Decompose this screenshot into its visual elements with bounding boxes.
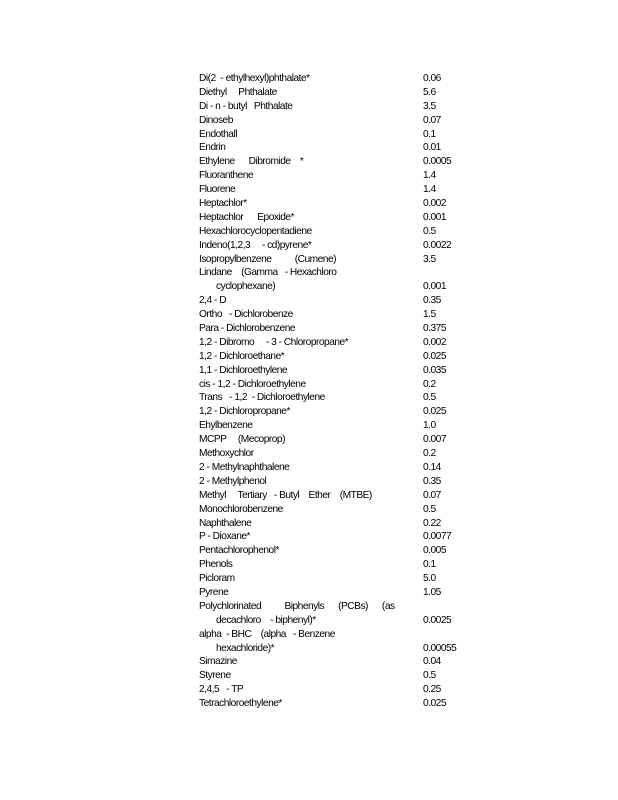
- table-row: [199, 447, 499, 461]
- contaminant-name: Polychlorinated Biphenyls (PCBs) (as: [199, 600, 395, 612]
- contaminant-name: Phenols: [199, 559, 233, 571]
- contaminant-name: Fluorene: [199, 184, 236, 196]
- contaminant-name: Ethylene Dibromide *: [199, 156, 304, 168]
- contaminant-value: 0.25: [423, 684, 441, 696]
- contaminant-value: 1.0: [423, 420, 436, 432]
- contaminant-name: Para - Dichlorobenzene: [199, 323, 296, 335]
- contaminant-name: cis - 1,2 - Dichloroethylene: [199, 378, 306, 390]
- table-row: [199, 280, 499, 294]
- table-row: [199, 433, 499, 447]
- table-row: [199, 391, 499, 405]
- contaminant-value: 0.2: [423, 448, 436, 460]
- contaminant-name: Dinoseb: [199, 114, 233, 126]
- contaminant-value: 0.14: [423, 461, 441, 473]
- contaminant-name: Pentachlorophenol*: [199, 545, 279, 557]
- contaminant-name: Hexachlorocyclopentadiene: [199, 225, 312, 237]
- contaminant-value: 1.4: [423, 170, 436, 182]
- contaminant-name: 1,2 - Dichloroethane*: [199, 350, 285, 362]
- contaminant-value: 0.002: [423, 336, 446, 348]
- table-row: [199, 503, 499, 517]
- table-row: [199, 253, 499, 267]
- table-row: [199, 197, 499, 211]
- contaminant-value: 0.06: [423, 73, 441, 84]
- contaminant-value: 0.001: [423, 281, 446, 293]
- contaminant-value: 1.4: [423, 184, 436, 196]
- contaminant-value: 0.025: [423, 406, 446, 418]
- contaminant-value: 0.001: [423, 211, 446, 223]
- contaminant-name: cyclophexane): [216, 281, 276, 293]
- table-row: [199, 642, 499, 656]
- table-row: [199, 572, 499, 586]
- contaminant-name: Monochlorobenzene: [199, 503, 283, 515]
- contaminant-name: MCPP (Mecoprop): [199, 434, 285, 446]
- table-row: [199, 405, 499, 419]
- contaminant-name: Methoxychlor: [199, 448, 254, 460]
- contaminant-value: 0.07: [423, 114, 441, 126]
- table-row: [199, 655, 499, 669]
- contaminant-value: 0.5: [423, 225, 436, 237]
- contaminant-value: 0.04: [423, 656, 441, 668]
- table-row: [199, 364, 499, 378]
- contaminant-value: 5.0: [423, 573, 436, 585]
- table-row: [199, 558, 499, 572]
- contaminant-value: 0.007: [423, 434, 446, 446]
- table-row: [199, 419, 499, 433]
- table-row: [199, 266, 499, 280]
- contaminant-name: Indeno(1,2,3 - cd)pyrene*: [199, 239, 312, 251]
- table-row: [199, 614, 499, 628]
- contaminant-value: 0.1: [423, 559, 436, 571]
- contaminant-name: Simazine: [199, 656, 237, 668]
- contaminant-value: 0.035: [423, 364, 446, 376]
- contaminant-value: 5.6: [423, 86, 436, 98]
- table-row: [199, 586, 499, 600]
- contaminant-value: 0.07: [423, 489, 441, 501]
- contaminant-name: hexachloride)*: [216, 642, 275, 654]
- contaminant-value: 0.22: [423, 517, 441, 529]
- contaminant-name: Tetrachloroethylene*: [199, 698, 282, 710]
- table-row: [199, 294, 499, 308]
- contaminant-value: 0.375: [423, 323, 446, 335]
- contaminant-name: 2 - Methylphenol: [199, 475, 267, 487]
- contaminant-value: 0.025: [423, 350, 446, 362]
- table-row: [199, 155, 499, 169]
- contaminant-value: 3.5: [423, 253, 436, 265]
- table-row: [199, 225, 499, 239]
- contaminant-value: 0.0005: [423, 156, 452, 168]
- table-row: [199, 86, 499, 100]
- contaminant-name: Heptachlor Epoxide*: [199, 211, 295, 223]
- contaminant-name: Di - n - butyl Phthalate: [199, 100, 293, 112]
- contaminant-name: 2,4 - D: [199, 295, 227, 307]
- contaminant-name: Heptachlor*: [199, 198, 247, 210]
- table-row: [199, 628, 499, 642]
- table-row: [199, 489, 499, 503]
- contaminant-value: 0.005: [423, 545, 446, 557]
- contaminant-name: Endothall: [199, 128, 237, 140]
- contaminant-name: Lindane (Gamma - Hexachloro: [199, 267, 337, 279]
- table-row: [199, 378, 499, 392]
- contaminant-name: Endrin: [199, 142, 226, 154]
- contaminant-name: Styrene: [199, 670, 231, 682]
- table-row: [199, 544, 499, 558]
- contaminant-name: Pyrene: [199, 586, 229, 598]
- table-row: [199, 475, 499, 489]
- table-row: [199, 128, 499, 142]
- table-row: [199, 114, 499, 128]
- table-row: [199, 239, 499, 253]
- table-row: [199, 183, 499, 197]
- contaminant-name: Fluoranthene: [199, 170, 254, 182]
- contaminant-value: 1.5: [423, 309, 436, 321]
- contaminant-name: decachloro - biphenyl)*: [216, 614, 316, 626]
- table-row: [199, 141, 499, 155]
- contaminant-value: 0.025: [423, 698, 446, 710]
- contaminant-value: 0.35: [423, 295, 441, 307]
- contaminant-name: alpha - BHC (alpha - Benzene: [199, 628, 335, 640]
- table-row: [199, 461, 499, 475]
- contaminant-name: 1,2 - Dichloropropane*: [199, 406, 290, 418]
- table-row: [199, 322, 499, 336]
- table-row: [199, 669, 499, 683]
- contaminant-name: Picloram: [199, 573, 235, 585]
- contaminant-name: 2,4,5 - TP: [199, 684, 244, 696]
- table-row: [199, 530, 499, 544]
- contaminant-table: [199, 72, 499, 711]
- table-row: [199, 600, 499, 614]
- table-row: [199, 72, 499, 86]
- contaminant-name: P - Dioxane*: [199, 531, 251, 543]
- contaminant-value: 0.1: [423, 128, 436, 140]
- contaminant-name: Trans - 1,2 - Dichloroethylene: [199, 392, 325, 404]
- contaminant-name: Isopropylbenzene (Cumene): [199, 253, 337, 265]
- contaminant-name: 1,2 - Dibromo - 3 - Chloropropane*: [199, 336, 349, 348]
- contaminant-value: 0.5: [423, 670, 436, 682]
- contaminant-name: Methyl Tertiary - Butyl Ether (MTBE): [199, 489, 372, 501]
- table-row: [199, 683, 499, 697]
- contaminant-name: Naphthalene: [199, 517, 252, 529]
- contaminant-name: Diethyl Phthalate: [199, 86, 277, 98]
- contaminant-value: 0.00055: [423, 642, 457, 654]
- contaminant-value: 0.5: [423, 503, 436, 515]
- contaminant-name: Di(2 - ethylhexyl)phthalate*: [199, 73, 310, 84]
- table-row: [199, 517, 499, 531]
- table-row: [199, 169, 499, 183]
- contaminant-value: 3.5: [423, 100, 436, 112]
- table-row: [199, 350, 499, 364]
- contaminant-value: 0.35: [423, 475, 441, 487]
- contaminant-name: 2 - Methylnaphthalene: [199, 461, 290, 473]
- table-row: [199, 697, 499, 711]
- contaminant-value: 0.2: [423, 378, 436, 390]
- contaminant-value: 0.5: [423, 392, 436, 404]
- table-row: [199, 100, 499, 114]
- contaminant-value: 1.05: [423, 586, 441, 598]
- contaminant-value: 0.0025: [423, 614, 452, 626]
- contaminant-value: 0.0077: [423, 531, 452, 543]
- contaminant-value: 0.01: [423, 142, 441, 154]
- contaminant-value: 0.002: [423, 198, 446, 210]
- contaminant-name: Ehylbenzene: [199, 420, 253, 432]
- table-row: [199, 308, 499, 322]
- contaminant-name: Ortho - Dichlorobenze: [199, 309, 293, 321]
- contaminant-name: 1,1 - Dichloroethylene: [199, 364, 288, 376]
- contaminant-value: 0.0022: [423, 239, 452, 251]
- table-row: [199, 336, 499, 350]
- table-row: [199, 211, 499, 225]
